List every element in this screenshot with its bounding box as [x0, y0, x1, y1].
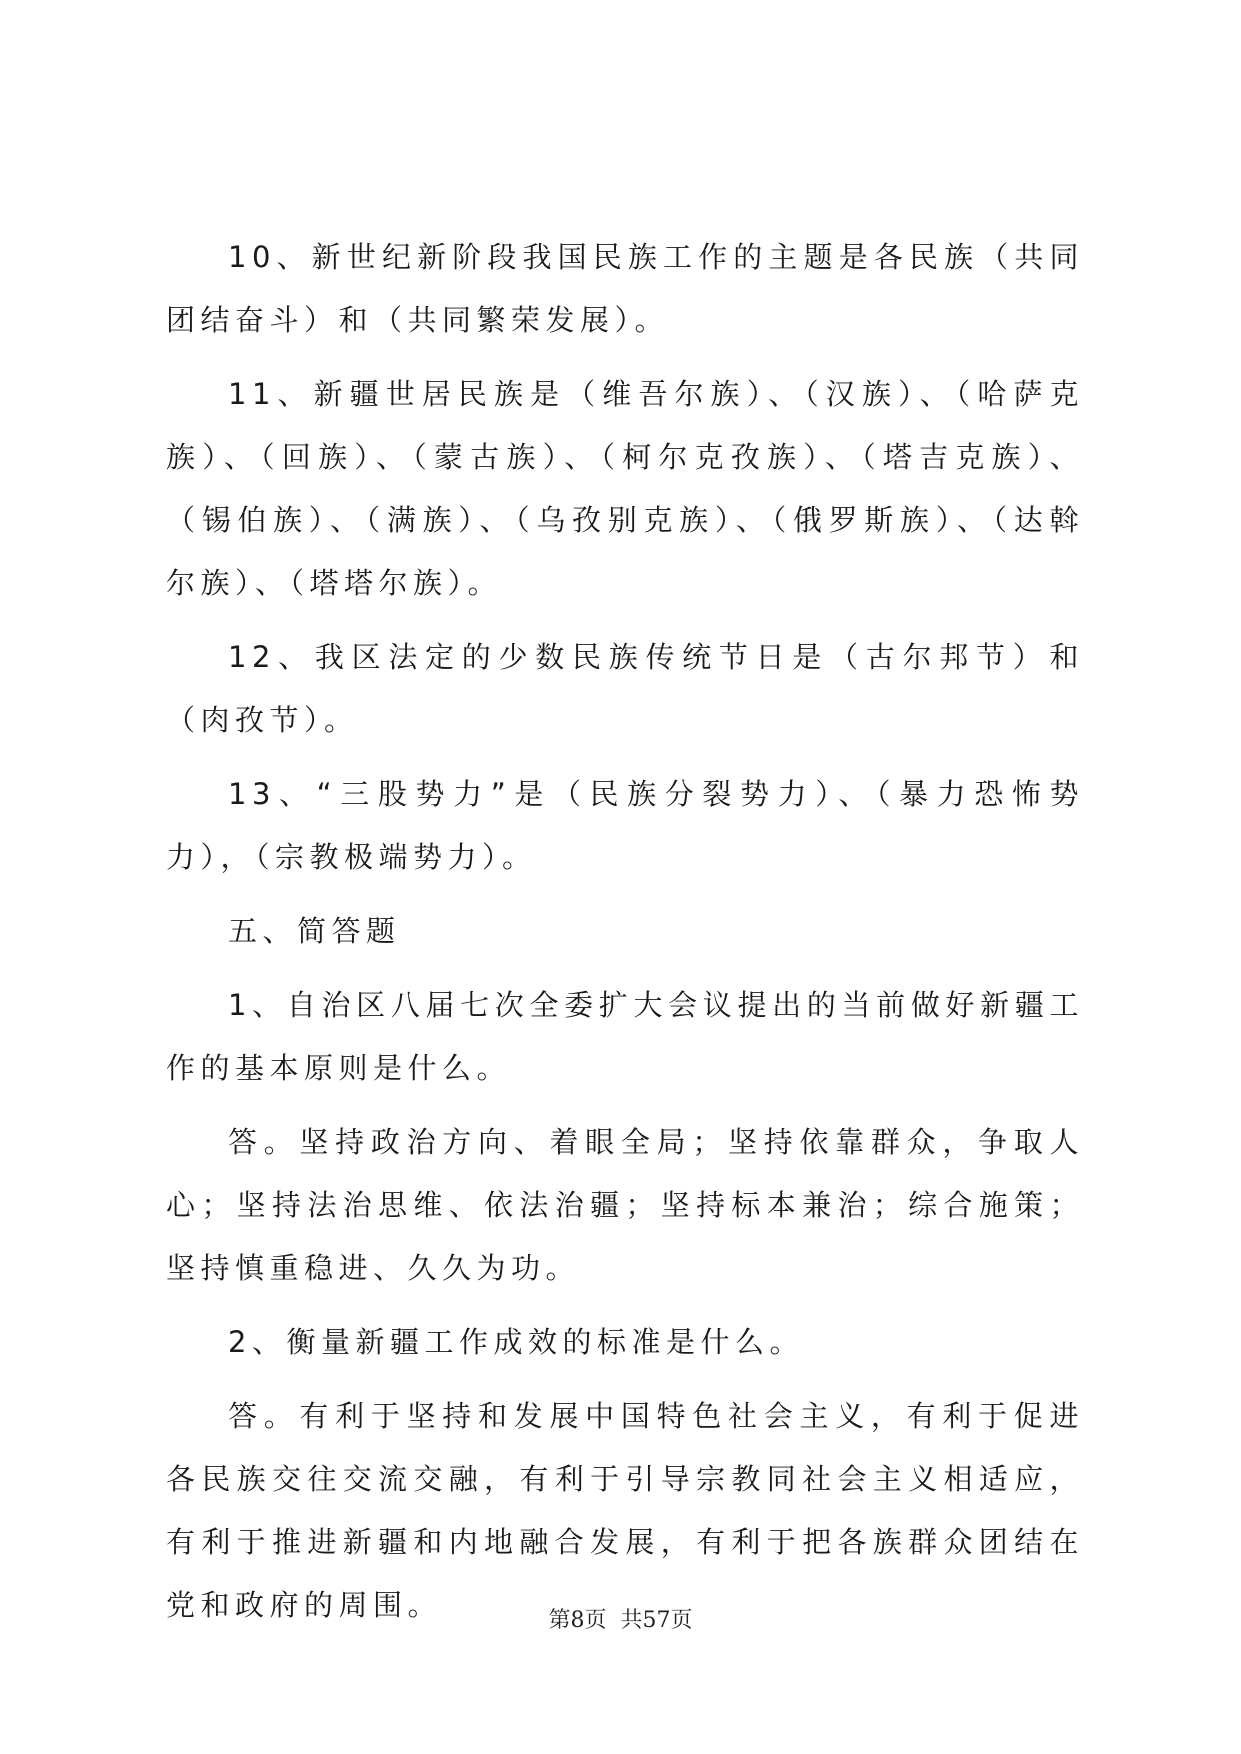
paragraph-q13: 13、“三股势力”是（民族分裂势力）、（暴力恐怖势力），（宗教极端势力）。	[166, 777, 1084, 874]
paragraph-q10: 10、新世纪新阶段我国民族工作的主题是各民族（共同团结奋斗）和（共同繁荣发展）。	[166, 240, 1084, 337]
section-heading: 五、简答题	[228, 914, 401, 948]
paragraph-q12: 12、我区法定的少数民族传统节日是（古尔邦节）和（肉孜节）。	[166, 640, 1084, 737]
paragraph-question-2: 2、衡量新疆工作成效的标准是什么。	[228, 1325, 804, 1359]
page-footer	[0, 1606, 1241, 1636]
paragraph-answer-1: 答。坚持政治方向、着眼全局；坚持依靠群众，争取人心；坚持法治思维、依法治疆；坚持标本兼治；综合施策；坚持慎重稳进、久久为功。	[166, 1125, 1084, 1285]
paragraph-answer-2: 答。有利于坚持和发展中国特色社会主义，有利于促进各民族交往交流交融，有利于引导宗教同社会主义相适应，有利于推进新疆和内地融合发展，有利于把各族群众团结在党和政府的周围。	[166, 1399, 1084, 1622]
paragraph-q11: 11、新疆世居民族是（维吾尔族）、（汉族）、（哈萨克族）、（回族）、（蒙古族）、（柯尔克孜族）、（塔吉克族）、（锡伯族）、（满族）、（乌孜别克族）、（俄罗斯族）、（达斡尔族）、（塔塔尔族）。	[166, 377, 1084, 600]
paragraph-question-1: 1、自治区八届七次全委扩大会议提出的当前做好新疆工作的基本原则是什么。	[166, 988, 1084, 1085]
page-number: 第8页	[548, 1608, 607, 1633]
document-body	[166, 226, 1084, 1648]
page-total: 共57页	[620, 1608, 693, 1633]
